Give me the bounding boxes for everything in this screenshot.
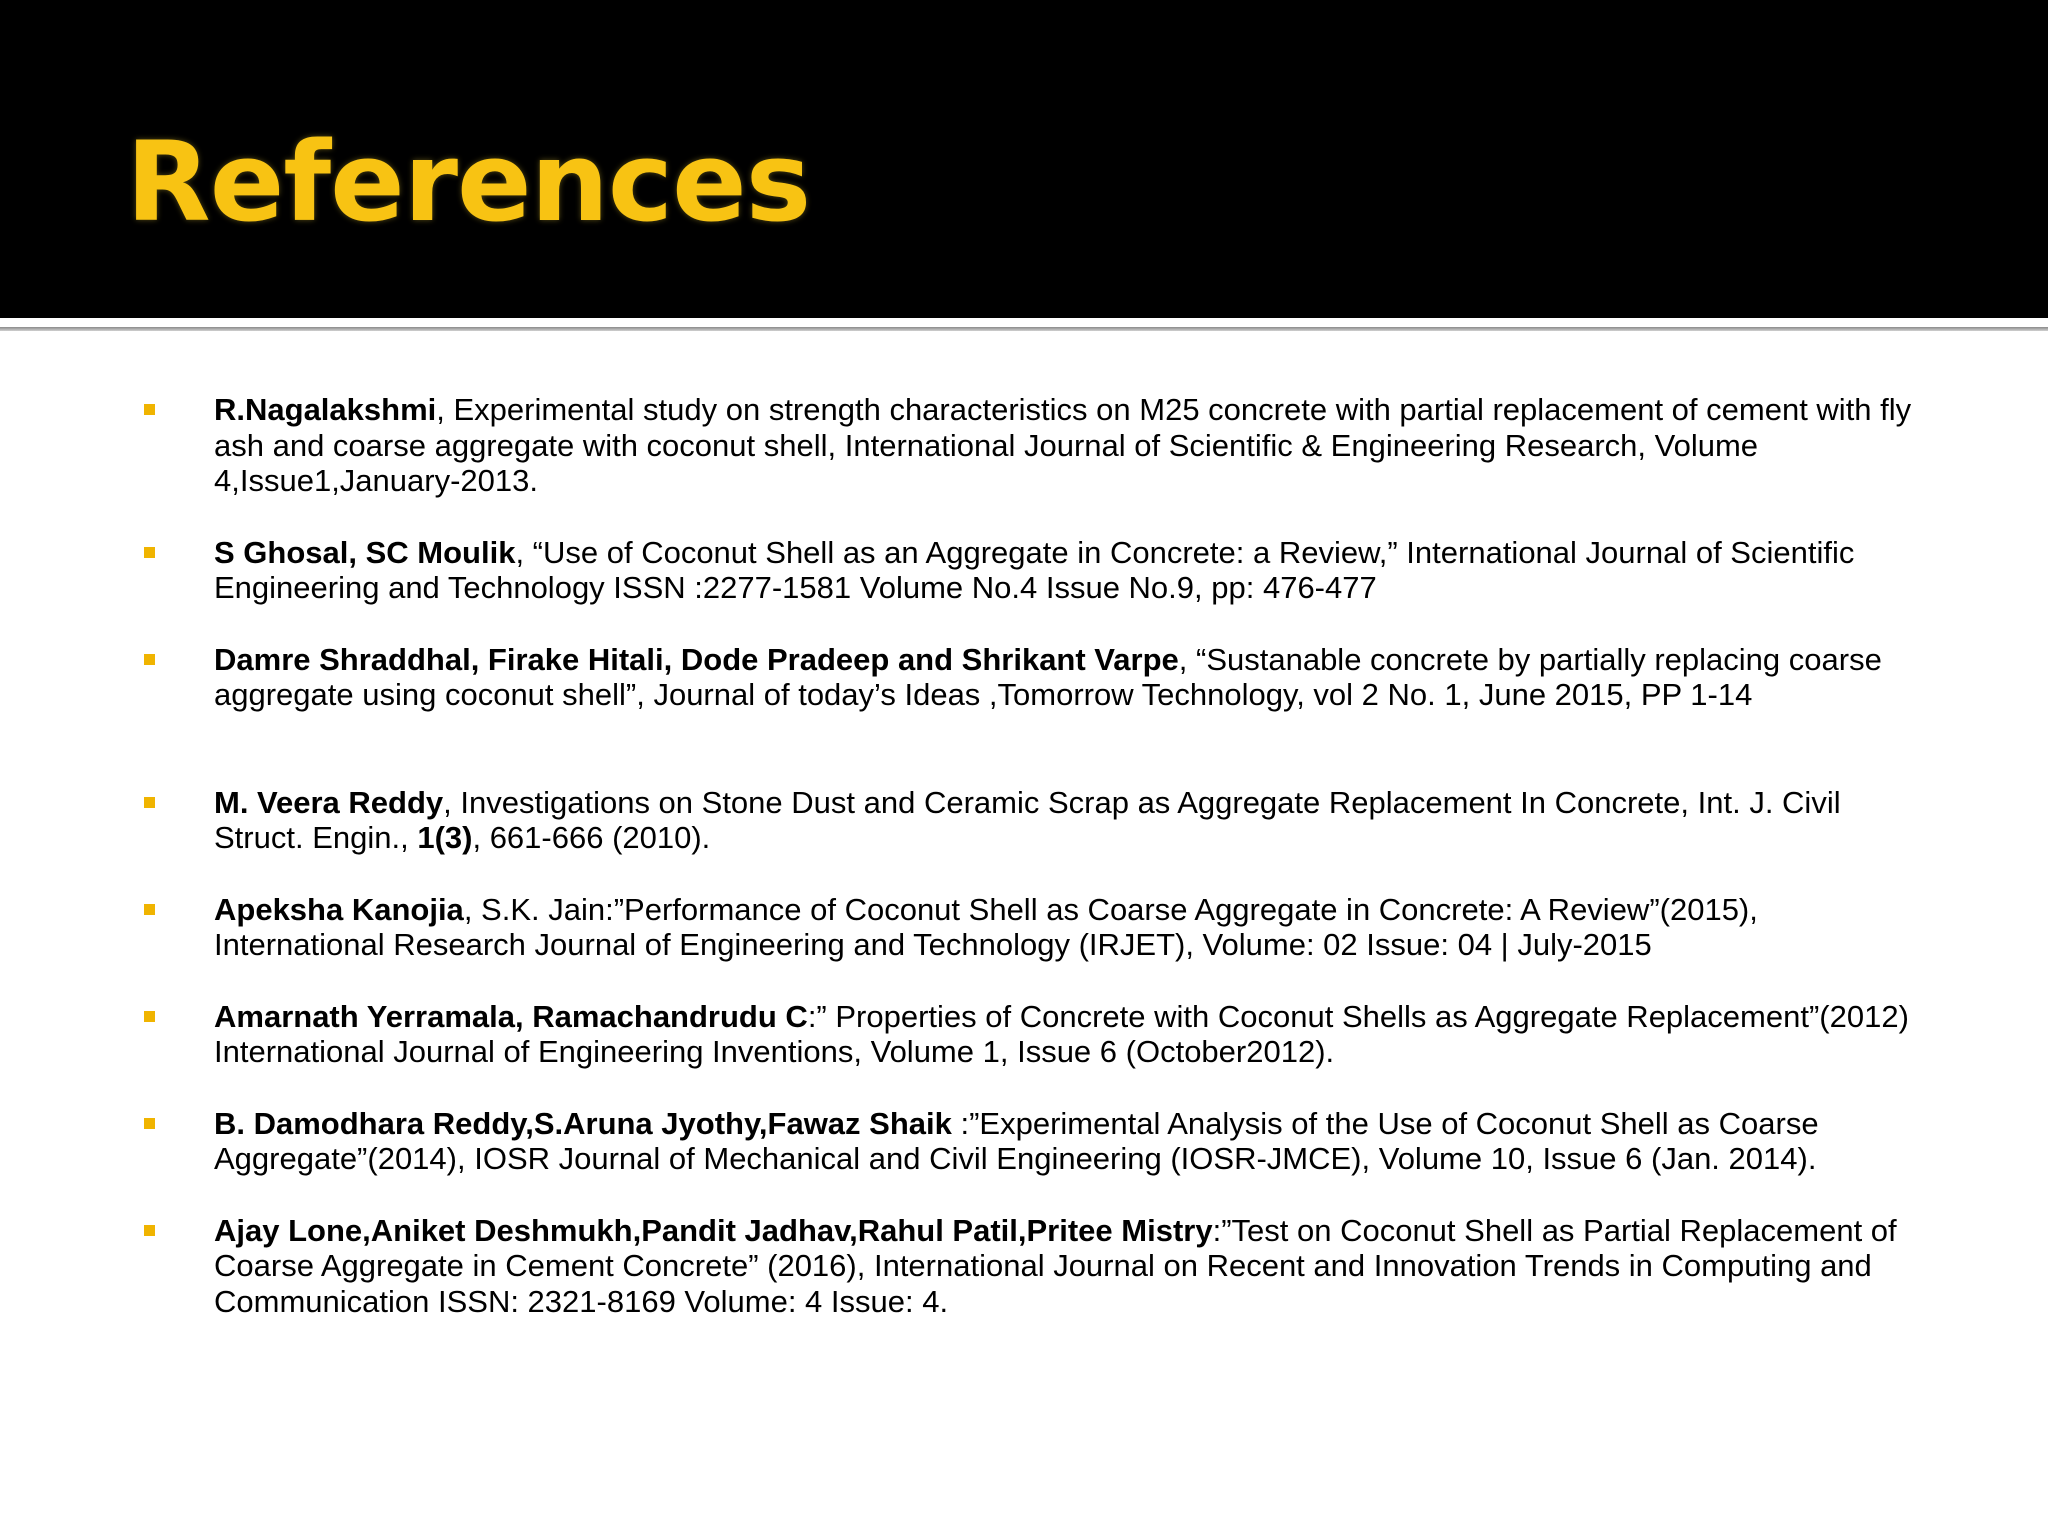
slide-title: References xyxy=(126,118,811,246)
reference-authors: Apeksha Kanojia xyxy=(214,891,464,927)
reference-authors: Amarnath Yerramala, Ramachandrudu C xyxy=(214,998,808,1034)
square-bullet-icon xyxy=(144,654,155,665)
reference-citation: , Investigations on Stone Dust and Ceramic Scrap as Aggregate Replacement In Concrete, Int. J. Civil Struct. Engin., xyxy=(214,784,1841,855)
reference-item xyxy=(132,892,1912,963)
reference-authors: B. Damodhara Reddy,S.Aruna Jyothy,Fawaz Shaik xyxy=(214,1105,952,1141)
reference-item xyxy=(132,1213,1912,1320)
title-divider xyxy=(0,320,2048,327)
title-band xyxy=(0,0,2048,318)
square-bullet-icon xyxy=(144,797,155,808)
reference-citation: :” Properties of Concrete with Coconut Shells as Aggregate Replacement”(2012) International Journal of Engineering Inventions, Volume 1, Issue 6 (October2012). xyxy=(214,998,1909,1069)
reference-citation: , “Use of Coconut Shell as an Aggregate in Concrete: a Review,” International Journal of Scientific Engineering and Technology ISSN :2277-1581 Volume No.4 Issue No.9, pp: 476-477 xyxy=(214,534,1855,605)
reference-item xyxy=(132,785,1912,856)
title-divider-shadow xyxy=(0,327,2048,331)
square-bullet-icon xyxy=(144,1225,155,1236)
reference-authors: S Ghosal, SC Moulik xyxy=(214,534,516,570)
reference-citation: :”Test on Coconut Shell as Partial Replacement of Coarse Aggregate in Cement Concrete” (2016), International Journal on Recent and Innovation Trends in Computing and Communication ISSN: 2321-8169 Volume: 4 Issue: 4. xyxy=(214,1212,1897,1319)
square-bullet-icon xyxy=(144,404,155,415)
reference-authors: M. Veera Reddy xyxy=(214,784,444,820)
reference-authors: Damre Shraddhal, Firake Hitali, Dode Pradeep and Shrikant Varpe xyxy=(214,641,1179,677)
references-content xyxy=(132,392,1912,1355)
reference-authors: R.Nagalakshmi xyxy=(214,392,437,427)
reference-pages: , 661-666 (2010). xyxy=(472,820,711,855)
reference-citation: :”Experimental Analysis of the Use of Coconut Shell as Coarse Aggregate”(2014), IOSR Journal of Mechanical and Civil Engineering (IOSR-JMCE), Volume 10, Issue 6 (Jan. 2014). xyxy=(214,1105,1819,1176)
reference-item xyxy=(132,1106,1912,1177)
reference-authors: Ajay Lone,Aniket Deshmukh,Pandit Jadhav,Rahul Patil,Pritee Mistry xyxy=(214,1212,1213,1248)
square-bullet-icon xyxy=(144,1118,155,1129)
reference-citation: , Experimental study on strength characteristics on M25 concrete with partial replacement of cement with fly ash and coarse aggregate with coconut shell, International Journal of Scientific & Engineering Research, Volume 4,Issue1,January-2013. xyxy=(214,392,1912,498)
reference-item xyxy=(132,392,1912,499)
square-bullet-icon xyxy=(144,904,155,915)
reference-item xyxy=(132,642,1912,713)
reference-list xyxy=(132,392,1912,1319)
reference-volume: 1(3) xyxy=(417,820,473,855)
reference-item xyxy=(132,999,1912,1070)
reference-citation: , “Sustanable concrete by partially replacing coarse aggregate using coconut shell”, Journal of today’s Ideas ,Tomorrow Technology, vol 2 No. 1, June 2015, PP 1-14 xyxy=(214,641,1882,712)
square-bullet-icon xyxy=(144,1011,155,1022)
square-bullet-icon xyxy=(144,547,155,558)
reference-item xyxy=(132,535,1912,606)
reference-citation: , S.K. Jain:”Performance of Coconut Shell as Coarse Aggregate in Concrete: A Review”(2015), International Research Journal of Engineering and Technology (IRJET), Volume: 02 Issue: 04 | July-2015 xyxy=(214,891,1758,962)
